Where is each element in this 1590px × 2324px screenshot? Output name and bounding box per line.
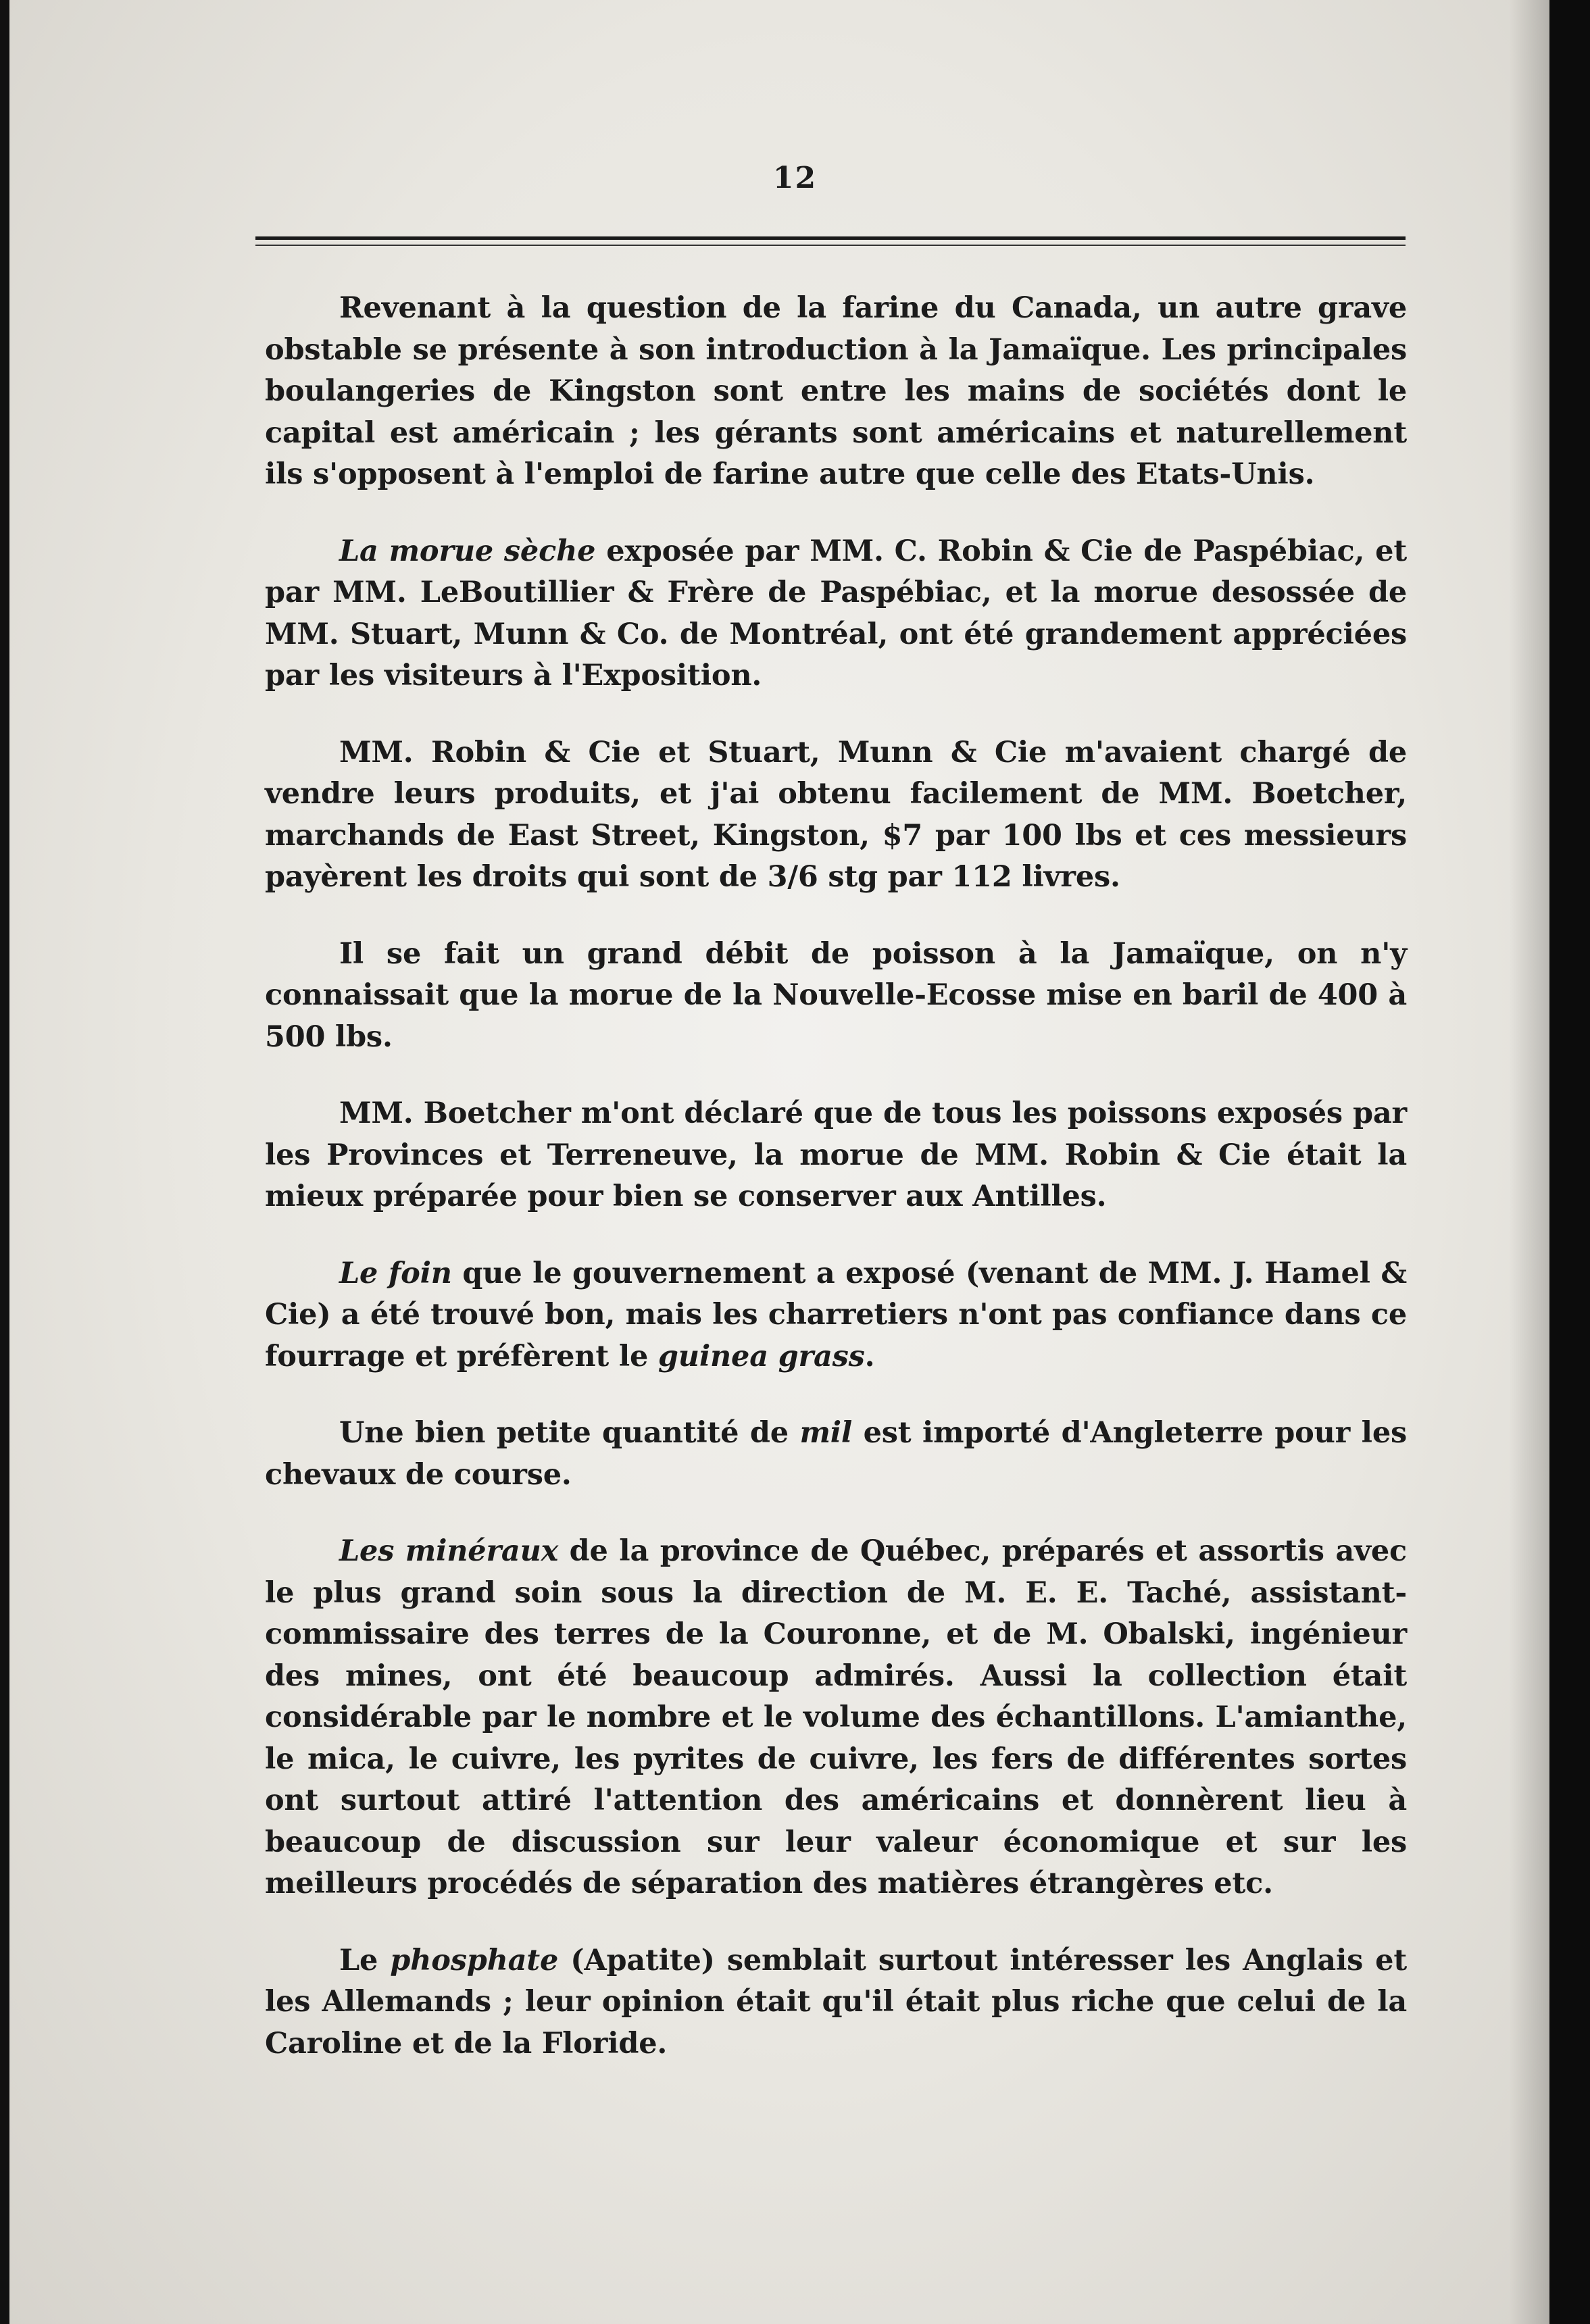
paragraph-minerals <box>265 1531 1407 1905</box>
paragraph-text: Il se fait un grand débit de poisson à la Jamaïque, on n'y connaissait que la morue de la Nouvelle-Ecosse mise en baril de 400 à 500 lbs. <box>265 936 1407 1054</box>
paragraph-text: MM. Robin & Cie et Stuart, Munn & Cie m'avaient chargé de vendre leurs produits, et j'ai obtenu facilement de MM. Boetcher, marchands de East Street, Kingston, $7 par 100 lbs et ces messieurs payèrent les droits qui sont de 3/6 stg par 112 livres. <box>265 735 1407 894</box>
paragraph-text: exposée par MM. C. Robin & Cie de Paspébiac, et par MM. LeBoutillier & Frère de Paspébiac, et la morue desossée de MM. Stuart, Munn & Co. de Montréal, ont été grandement appréciées par les visiteurs à l'Exposition. <box>265 534 1408 692</box>
paragraph-mil <box>265 1413 1407 1496</box>
paragraph-text-continued: (Apatite) semblait surtout intéresser les Anglais et les Allemands ; leur opinion était qu'il était plus riche que celui de la Caroline et de la Floride. <box>265 1943 1407 2061</box>
paragraph-text: que le gouvernement a exposé (venant de MM. J. Hamel & Cie) a été trouvé bon, mais les charretiers n'ont pas confiance dans ce fourrage et préfèrent le <box>265 1256 1407 1373</box>
page-number: 12 <box>772 161 818 195</box>
paragraph-flour <box>265 288 1407 496</box>
scan-right-border <box>1549 0 1590 2324</box>
paragraph-lead: Le foin <box>339 1256 452 1290</box>
paragraph-lead: La morue sèche <box>339 534 596 568</box>
paragraph-text: Revenant à la question de la farine du Canada, un autre grave obstable se présente à son introduction à la Jamaïque. Les principales boulangeries de Kingston sont entre les mains de sociétés dont le capital est américain ; les gérants sont américains et naturellement ils s'opposent à l'emploi de farine autre que celle des Etats-Unis. <box>265 291 1407 491</box>
paragraph-italic-term: mil <box>799 1416 853 1450</box>
paragraph-text: Le <box>339 1943 391 1977</box>
paragraph-tail: . <box>864 1339 875 1373</box>
paragraph-dried-cod <box>265 531 1407 697</box>
paragraph-text: de la province de Québec, préparés et assortis avec le plus grand soin sous la direction de M. E. E. Taché, assistant-commissaire des terres de la Couronne, et de M. Obalski, ingénieur des mines, ont été beaucoup admirés. Aussi la collection était considérable par le nombre et le volume des échantillons. L'amianthe, le mica, le cuivre, les pyrites de cuivre, les fers de différentes sortes ont surtout attiré l'attention des américains et donnèrent lieu à beaucoup de discussion sur leur valeur économique et sur les meilleurs procédés de séparation des matières étrangères etc. <box>265 1534 1407 1900</box>
paragraph-text: MM. Boetcher m'ont déclaré que de tous les poissons exposés par les Provinces et Terreneuve, la morue de MM. Robin & Cie était la mieux préparée pour bien se conserver aux Antilles. <box>265 1096 1407 1213</box>
paragraph-text-continued: est importé d'Angleterre pour les chevaux de course. <box>265 1416 1407 1492</box>
paragraph-italic-term: phosphate <box>390 1943 559 1977</box>
paragraph-italic-term: guinea grass <box>657 1339 865 1373</box>
paragraph-phosphate <box>265 1940 1407 2065</box>
scan-left-border <box>0 0 9 2324</box>
paragraph-fish-trade <box>265 934 1407 1059</box>
paragraph-lead: Les minéraux <box>339 1534 559 1568</box>
paragraph-sales <box>265 732 1407 899</box>
body-text <box>265 288 1407 2065</box>
paragraph-text: Une bien petite quantité de <box>339 1416 800 1450</box>
header-rule-thin <box>255 245 1406 246</box>
paragraph-boetcher <box>265 1093 1407 1218</box>
header-rule <box>255 236 1406 240</box>
paragraph-hay <box>265 1253 1407 1378</box>
page-gutter-shadow <box>1509 0 1549 2324</box>
